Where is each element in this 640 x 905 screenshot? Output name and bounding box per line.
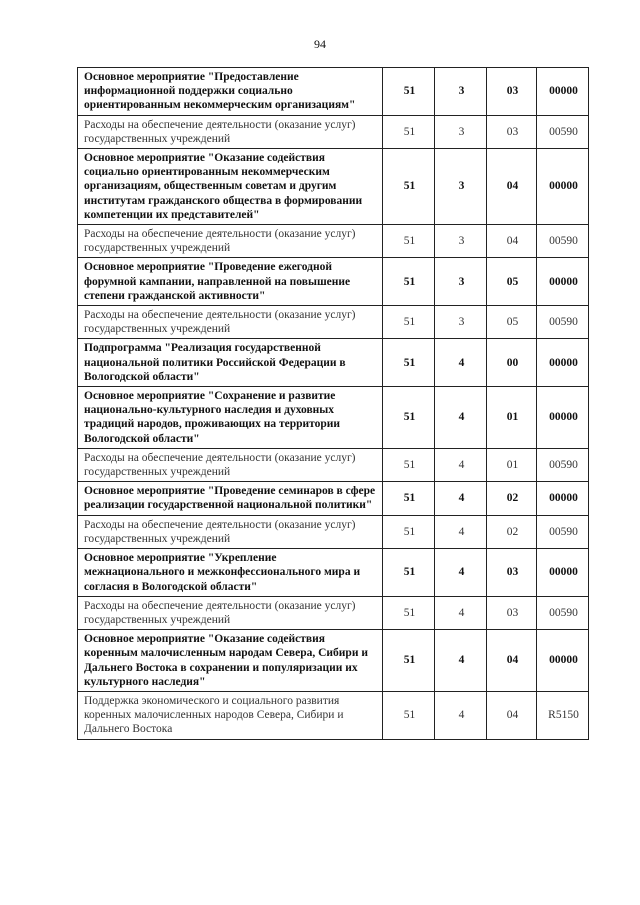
code-cell-1: 51 [383,306,435,339]
code-cell-2: 4 [435,596,487,629]
code-cell-4: 00590 [537,225,589,258]
code-cell-4: 00590 [537,448,589,481]
code-cell-2: 3 [435,258,487,306]
table-row [78,387,589,449]
code-cell-2: 3 [435,115,487,148]
code-cell-3: 04 [487,225,537,258]
row-name-cell: Основное мероприятие "Проведение семинаров в сфере реализации государственной национальной политики" [78,482,383,515]
code-cell-1: 51 [383,549,435,597]
code-cell-1: 51 [383,691,435,739]
page-number: 94 [314,37,326,51]
code-cell-1: 51 [383,596,435,629]
table-row [78,306,589,339]
code-cell-3: 02 [487,515,537,548]
code-cell-2: 3 [435,68,487,116]
code-cell-2: 4 [435,630,487,692]
row-name-cell: Расходы на обеспечение деятельности (оказание услуг) государственных учреждений [78,596,383,629]
code-cell-2: 4 [435,515,487,548]
code-cell-3: 02 [487,482,537,515]
table-row [78,630,589,692]
row-name-cell: Основное мероприятие "Оказание содействия социально ориентированным некоммерческим организациям, общественным советам и другим институтам гражданского общества в формировании компетенции их представителей" [78,149,383,225]
code-cell-1: 51 [383,482,435,515]
code-cell-3: 04 [487,630,537,692]
code-cell-4: 00000 [537,339,589,387]
row-name-cell: Расходы на обеспечение деятельности (оказание услуг) государственных учреждений [78,306,383,339]
table-row [78,448,589,481]
code-cell-4: 00590 [537,596,589,629]
row-name-cell: Расходы на обеспечение деятельности (оказание услуг) государственных учреждений [78,115,383,148]
code-cell-3: 00 [487,339,537,387]
code-cell-4: R5150 [537,691,589,739]
code-cell-2: 4 [435,387,487,449]
code-cell-4: 00590 [537,115,589,148]
code-cell-4: 00590 [537,515,589,548]
code-cell-4: 00000 [537,258,589,306]
table-body [78,68,589,740]
code-cell-1: 51 [383,225,435,258]
code-cell-3: 01 [487,448,537,481]
row-name-cell: Основное мероприятие "Оказание содействия коренным малочисленным народам Севера, Сибири и Дальнего Востока в сохранении и популяризации их культурного наследия" [78,630,383,692]
code-cell-1: 51 [383,149,435,225]
code-cell-2: 4 [435,448,487,481]
row-name-cell: Основное мероприятие "Проведение ежегодной форумной кампании, направленной на повышение степени гражданской активности" [78,258,383,306]
code-cell-2: 4 [435,339,487,387]
code-cell-3: 04 [487,149,537,225]
code-cell-2: 4 [435,482,487,515]
code-cell-2: 3 [435,225,487,258]
code-cell-2: 3 [435,306,487,339]
code-cell-4: 00000 [537,630,589,692]
code-cell-3: 03 [487,549,537,597]
code-cell-4: 00000 [537,549,589,597]
row-name-cell: Расходы на обеспечение деятельности (оказание услуг) государственных учреждений [78,225,383,258]
row-name-cell: Основное мероприятие "Укрепление межнационального и межконфессионального мира и согласия в Вологодской области" [78,549,383,597]
code-cell-3: 04 [487,691,537,739]
table-row [78,515,589,548]
code-cell-1: 51 [383,448,435,481]
table-row [78,549,589,597]
row-name-cell: Основное мероприятие "Сохранение и развитие национально-культурного наследия и духовных традиций народов, проживающих на территории Вологодской области" [78,387,383,449]
code-cell-4: 00590 [537,306,589,339]
table-row [78,258,589,306]
table-row [78,482,589,515]
code-cell-4: 00000 [537,482,589,515]
table-row [78,149,589,225]
code-cell-4: 00000 [537,387,589,449]
table-row [78,68,589,116]
code-cell-1: 51 [383,258,435,306]
table-row [78,225,589,258]
row-name-cell: Подпрограмма "Реализация государственной национальной политики Российской Федерации в Вологодской области" [78,339,383,387]
row-name-cell: Поддержка экономического и социального развития коренных малочисленных народов Севера, Сибири и Дальнего Востока [78,691,383,739]
code-cell-3: 05 [487,258,537,306]
table-row [78,596,589,629]
code-cell-1: 51 [383,387,435,449]
code-cell-3: 05 [487,306,537,339]
code-cell-1: 51 [383,115,435,148]
code-cell-1: 51 [383,630,435,692]
code-cell-1: 51 [383,339,435,387]
code-cell-2: 3 [435,149,487,225]
code-cell-2: 4 [435,691,487,739]
table-row [78,691,589,739]
code-cell-2: 4 [435,549,487,597]
code-cell-4: 00000 [537,68,589,116]
code-cell-1: 51 [383,68,435,116]
code-cell-3: 03 [487,68,537,116]
code-cell-3: 03 [487,115,537,148]
row-name-cell: Расходы на обеспечение деятельности (оказание услуг) государственных учреждений [78,515,383,548]
code-cell-3: 03 [487,596,537,629]
table-row [78,115,589,148]
row-name-cell: Расходы на обеспечение деятельности (оказание услуг) государственных учреждений [78,448,383,481]
code-cell-4: 00000 [537,149,589,225]
budget-table [77,67,589,740]
table-row [78,339,589,387]
code-cell-1: 51 [383,515,435,548]
row-name-cell: Основное мероприятие "Предоставление информационной поддержки социально ориентированным некоммерческим организациям" [78,68,383,116]
code-cell-3: 01 [487,387,537,449]
